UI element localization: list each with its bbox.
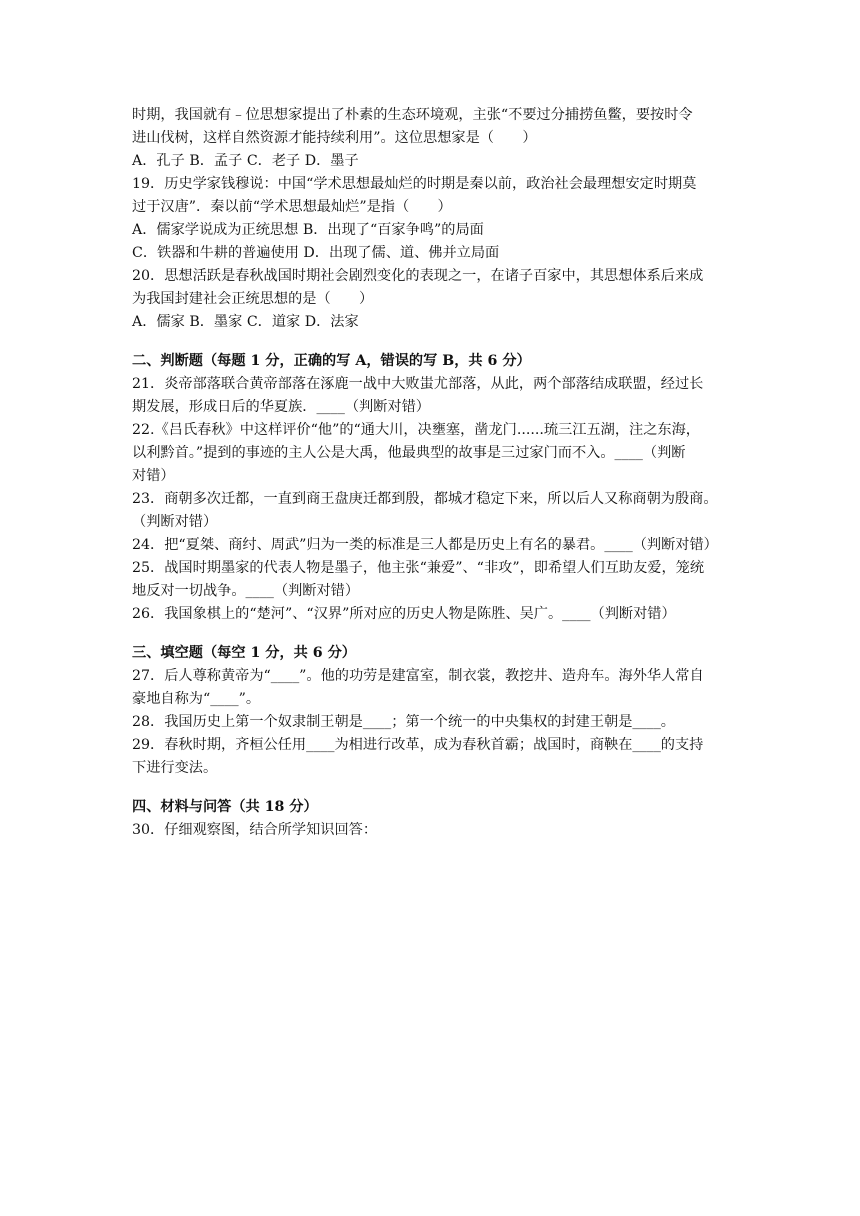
text-line: 时期，我国就有﹣位思想家提出了朴素的生态环境观，主张“不要过分捕捞鱼鳖，要按时令 [132,107,693,123]
question-27: 27．后人尊称黄帝为“____”。他的功劳是建富室，制衣裳，教挖井、造舟车。海外华人常自 [132,668,704,684]
question-19: 19．历史学家钱穆说：中国“学术思想最灿烂的时期是秦以前，政治社会最理想安定时期莫 [132,176,697,192]
text-line: 期发展，形成日后的华夏族．____（判断对错） [132,399,430,415]
text-line: 地反对一切战争。____（判断对错） [132,583,360,599]
question-28: 28．我国历史上第一个奴隶制王朝是____；第一个统一的中央集权的封建王朝是____。 [132,714,675,730]
text-line: （判断对错） [132,514,218,530]
text-line: 过于汉唐”．秦以前“学术思想最灿烂”是指（ ） [132,199,452,215]
question-30: 30．仔细观察图，结合所学知识回答： [132,822,378,838]
question-25: 25．战国时期墨家的代表人物是墨子，他主张“兼爱”、“非攻”，即希望人们互助友爱，笼统 [132,560,705,576]
section-title-materials: 四、材料与问答（共 18 分） [132,799,318,815]
question-22: 22.《吕氏春秋》中这样评价“他”的“通大川，决壅塞，凿龙门......琉三江五湖，注之东海， [132,422,700,438]
text-line: 下进行变法。 [132,760,218,776]
question-24: 24．把“夏桀、商纣、周武”归为一类的标准是三人都是历史上有名的暴君。____（判断对错） [132,537,718,553]
question-options: A．儒家 B．墨家 C．道家 D．法家 [132,314,359,330]
question-21: 21．炎帝部落联合黄帝部落在涿鹿一战中大败蚩尤部落，从此，两个部落结成联盟，经过长 [132,376,704,392]
document-content [132,104,736,842]
question-options: A．孔子 B．孟子 C．老子 D．墨子 [132,153,359,169]
text-line: 豪地自称为“____”。 [132,691,261,707]
text-line: 对错） [132,468,175,484]
text-line: 以利黔首。”提到的事迹的主人公是大禹，他最典型的故事是三过家门而不入。____（判断 [132,445,686,461]
text-line: 为我国封建社会正统思想的是（ ） [132,291,374,307]
question-26: 26．我国象棋上的“楚河”、“汉界”所对应的历史人物是陈胜、吴广。____（判断对错） [132,606,676,622]
question-20: 20．思想活跃是春秋战国时期社会剧烈变化的表现之一，在诸子百家中，其思想体系后来成 [132,268,704,284]
question-23: 23．商朝多次迁都，一直到商王盘庚迁都到殷，都城才稳定下来，所以后人又称商朝为殷商。 [132,491,718,507]
section-title-judgment: 二、判断题（每题 1 分，正确的写 A，错误的写 B，共 6 分） [132,353,531,369]
question-options: C．铁器和牛耕的普遍使用 D．出现了儒、道、佛并立局面 [132,245,500,261]
text-line: 进山伐树，这样自然资源才能持续利用”。这位思想家是（ ） [132,130,537,146]
question-options: A．儒家学说成为正统思想 B．出现了“百家争鸣”的局面 [132,222,484,238]
section-title-fill-in: 三、填空题（每空 1 分，共 6 分） [132,645,356,661]
question-29: 29．春秋时期，齐桓公任用____为相进行改革，成为春秋首霸；战国时，商鞅在____的支持 [132,737,704,753]
